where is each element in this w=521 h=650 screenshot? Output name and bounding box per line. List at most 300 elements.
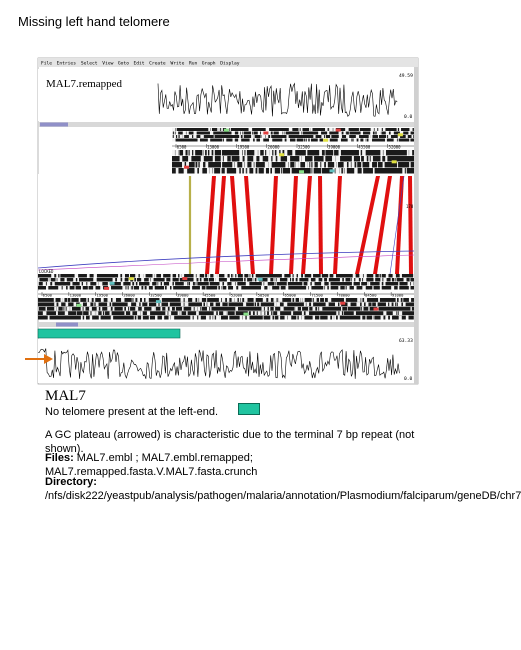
- feature-block: [383, 278, 386, 282]
- feature-block: [56, 274, 58, 278]
- feature-block: [101, 298, 104, 302]
- feature-block: [129, 286, 131, 290]
- feature-block: [238, 132, 240, 135]
- feature-block: [198, 316, 201, 320]
- feature-block: [403, 302, 406, 306]
- feature-block: [228, 316, 229, 320]
- feature-block: [151, 307, 154, 311]
- feature-block: [164, 286, 165, 290]
- feature-block: [370, 135, 372, 138]
- feature-block: [180, 311, 181, 315]
- feature-block: [402, 168, 404, 174]
- feature-block: [323, 286, 324, 290]
- feature-block: [142, 298, 144, 302]
- feature-block: [319, 150, 322, 156]
- feature-block: [272, 168, 275, 174]
- feature-block: [318, 139, 320, 142]
- feature-block: [268, 278, 271, 282]
- feature-block: [230, 274, 231, 278]
- feature-block: [294, 278, 296, 282]
- feature-block: [199, 298, 202, 302]
- feature-block: [217, 286, 218, 290]
- feature-block: [213, 302, 215, 306]
- menu-item[interactable]: Graph: [201, 61, 216, 67]
- feature-block: [254, 135, 255, 138]
- feature-block: [43, 311, 47, 315]
- feature-block: [326, 302, 329, 306]
- feature-block: [94, 298, 96, 302]
- feature-block: [310, 162, 311, 168]
- feature-box: [329, 169, 334, 172]
- feature-block: [335, 168, 339, 174]
- feature-block: [58, 286, 61, 290]
- feature-block: [65, 278, 67, 282]
- feature-block: [294, 162, 295, 168]
- feature-block: [291, 311, 293, 315]
- ruler-tick-label: 32500: [150, 292, 162, 298]
- ruler-tick-label: 6500: [176, 144, 187, 150]
- feature-box: [258, 278, 263, 281]
- feature-block: [250, 274, 252, 278]
- feature-block: [364, 274, 367, 278]
- feature-block: [176, 168, 179, 174]
- feature-block: [97, 311, 99, 315]
- feature-block: [216, 316, 219, 320]
- feature-block: [344, 298, 346, 302]
- feature-block: [239, 156, 242, 162]
- feature-block: [217, 274, 219, 278]
- directory-value: /nfs/disk222/yeastpub/analysis/pathogen/malaria/annotation/Plasmodium/falciparum/geneDB/chr7: [45, 489, 521, 502]
- feature-block: [266, 135, 269, 138]
- feature-block: [136, 316, 137, 320]
- feature-block: [227, 278, 230, 282]
- feature-block: [194, 278, 197, 282]
- feature-block: [96, 282, 98, 286]
- feature-block: [368, 307, 369, 311]
- ruler-tick-label: 13000: [207, 144, 220, 150]
- feature-block: [75, 286, 76, 290]
- feature-block: [270, 316, 272, 320]
- feature-block: [224, 156, 227, 162]
- feature-block: [184, 168, 187, 174]
- feature-block: [227, 298, 229, 302]
- feature-block: [274, 316, 275, 320]
- feature-block: [100, 286, 103, 290]
- feature-block: [221, 128, 223, 131]
- feature-box: [336, 129, 341, 132]
- feature-block: [266, 150, 269, 156]
- feature-block: [170, 278, 172, 282]
- feature-block: [308, 307, 309, 311]
- feature-block: [196, 311, 199, 315]
- feature-block: [211, 128, 212, 131]
- feature-block: [354, 168, 357, 174]
- feature-block: [359, 150, 361, 156]
- feature-block: [335, 156, 337, 162]
- top-graph-min: 0.0: [404, 115, 413, 120]
- feature-block: [325, 128, 328, 131]
- feature-block: [310, 139, 311, 142]
- feature-block: [386, 302, 388, 306]
- feature-block: [274, 307, 275, 311]
- feature-block: [93, 286, 95, 290]
- feature-block: [261, 132, 264, 135]
- feature-block: [411, 282, 414, 286]
- feature-block: [134, 282, 136, 286]
- feature-block: [318, 132, 321, 135]
- feature-block: [182, 274, 184, 278]
- feature-block: [340, 278, 342, 282]
- feature-box: [156, 300, 161, 303]
- feature-block: [245, 162, 248, 168]
- feature-block: [362, 168, 363, 174]
- menu-item[interactable]: Entries: [56, 61, 76, 67]
- feature-block: [362, 302, 364, 306]
- feature-block: [339, 132, 342, 135]
- feature-block: [373, 274, 375, 278]
- feature-block: [178, 311, 180, 315]
- menu-item[interactable]: Run: [189, 61, 198, 67]
- feature-block: [213, 156, 215, 162]
- menu-item[interactable]: Select: [80, 61, 98, 67]
- feature-block: [321, 162, 324, 168]
- feature-block: [184, 282, 186, 286]
- feature-block: [313, 307, 316, 311]
- feature-block: [383, 282, 385, 286]
- feature-block: [269, 311, 271, 315]
- feature-block: [338, 316, 340, 320]
- feature-block: [123, 307, 125, 311]
- feature-block: [240, 316, 243, 320]
- feature-block: [291, 278, 292, 282]
- ruler-tick-label: 32500: [297, 144, 310, 150]
- feature-block: [399, 311, 402, 315]
- feature-block: [259, 156, 262, 162]
- feature-block: [52, 282, 55, 286]
- feature-block: [107, 302, 109, 306]
- right-scrollbar: [414, 67, 418, 384]
- ruler-tick-label: 26000: [123, 292, 135, 298]
- feature-block: [311, 168, 312, 174]
- feature-block: [358, 139, 360, 142]
- files-label: Files:: [45, 452, 74, 464]
- feature-block: [172, 135, 173, 138]
- feature-block: [309, 128, 311, 131]
- feature-block: [301, 307, 302, 311]
- feature-block: [104, 311, 105, 315]
- feature-block: [174, 282, 175, 286]
- feature-block: [124, 311, 126, 315]
- feature-block: [176, 128, 177, 131]
- feature-block: [313, 316, 315, 320]
- feature-block: [378, 135, 379, 138]
- feature-block: [286, 139, 289, 142]
- feature-block: [261, 307, 263, 311]
- feature-block: [381, 274, 382, 278]
- feature-block: [38, 307, 39, 311]
- feature-block: [268, 162, 271, 168]
- feature-block: [345, 132, 346, 135]
- menu-item[interactable]: Goto: [117, 61, 129, 67]
- feature-box: [373, 308, 378, 311]
- feature-block: [204, 150, 205, 156]
- feature-block: [325, 150, 326, 156]
- feature-block: [233, 274, 234, 278]
- feature-block: [353, 274, 356, 278]
- feature-block: [70, 282, 72, 286]
- feature-block: [380, 278, 382, 282]
- feature-block: [333, 274, 336, 278]
- feature-block: [277, 278, 280, 282]
- feature-block: [234, 162, 237, 168]
- menu-item[interactable]: Display: [220, 61, 240, 67]
- side-value: 178: [406, 204, 414, 209]
- feature-block: [302, 282, 303, 286]
- feature-block: [356, 302, 360, 306]
- feature-block: [267, 286, 269, 290]
- feature-block: [232, 298, 235, 302]
- ruler-tick-label: 45500: [358, 144, 371, 150]
- feature-block: [319, 298, 320, 302]
- feature-block: [299, 298, 301, 302]
- feature-block: [241, 132, 243, 135]
- feature-block: [73, 278, 76, 282]
- feature-block: [398, 286, 400, 290]
- feature-block: [136, 278, 137, 282]
- feature-block: [113, 278, 116, 282]
- feature-block: [241, 168, 243, 174]
- feature-block: [333, 128, 336, 131]
- feature-block: [354, 286, 357, 290]
- feature-block: [282, 168, 283, 174]
- menu-item[interactable]: File: [41, 61, 53, 67]
- feature-block: [301, 128, 303, 131]
- ruler-tick-label: 6500: [42, 292, 52, 298]
- feature-block: [207, 150, 208, 156]
- feature-block: [224, 139, 226, 142]
- feature-block: [172, 150, 175, 156]
- feature-block: [249, 128, 253, 131]
- feature-block: [361, 298, 362, 302]
- feature-block: [301, 298, 302, 302]
- feature-block: [346, 135, 349, 138]
- feature-block: [235, 311, 236, 315]
- feature-block: [232, 139, 234, 142]
- feature-block: [365, 316, 366, 320]
- menu-item[interactable]: Edit: [133, 61, 145, 67]
- files-value: MAL7.embl ; MAL7.embl.remapped; MAL7.remapped.fasta.V.MAL7.fasta.crunch: [45, 452, 258, 478]
- feature-block: [239, 298, 240, 302]
- feature-block: [294, 274, 297, 278]
- feature-block: [282, 274, 284, 278]
- feature-block: [385, 156, 387, 162]
- feature-block: [377, 162, 378, 168]
- menu-item[interactable]: Write: [170, 61, 185, 67]
- feature-block: [172, 139, 176, 142]
- feature-block: [394, 139, 397, 142]
- feature-block: [252, 278, 253, 282]
- feature-block: [319, 307, 322, 311]
- feature-block: [59, 274, 60, 278]
- feature-block: [251, 132, 252, 135]
- feature-block: [131, 286, 132, 290]
- feature-block: [219, 128, 220, 131]
- feature-block: [304, 302, 306, 306]
- feature-block: [344, 168, 346, 174]
- feature-block: [255, 139, 257, 142]
- feature-block: [253, 168, 255, 174]
- feature-block: [220, 316, 221, 320]
- feature-block: [393, 274, 396, 278]
- feature-block: [325, 135, 326, 138]
- feature-block: [276, 150, 279, 156]
- feature-block: [371, 128, 374, 131]
- ruler-tick-label: 39000: [328, 144, 341, 150]
- menu-item[interactable]: View: [102, 61, 114, 67]
- feature-block: [371, 156, 373, 162]
- feature-block: [410, 307, 411, 311]
- feature-box: [279, 153, 284, 156]
- feature-block: [99, 316, 101, 320]
- feature-block: [265, 162, 268, 168]
- feature-block: [46, 307, 47, 311]
- feature-block: [239, 135, 241, 138]
- feature-block: [100, 307, 102, 311]
- feature-block: [172, 286, 174, 290]
- feature-block: [154, 274, 156, 278]
- feature-block: [306, 150, 308, 156]
- feature-block: [262, 282, 264, 286]
- feature-block: [260, 139, 263, 142]
- feature-block: [291, 274, 293, 278]
- feature-block: [361, 307, 362, 311]
- feature-block: [243, 278, 244, 282]
- feature-block: [287, 282, 288, 286]
- feature-block: [279, 286, 280, 290]
- feature-block: [172, 132, 173, 135]
- feature-block: [168, 311, 171, 315]
- feature-block: [238, 286, 241, 290]
- feature-block: [76, 311, 77, 315]
- feature-block: [280, 307, 283, 311]
- bottom-scrollbar: [38, 322, 414, 327]
- feature-block: [190, 282, 193, 286]
- feature-block: [84, 307, 86, 311]
- files-block: [45, 452, 405, 479]
- feature-block: [43, 282, 46, 286]
- feature-block: [220, 302, 222, 306]
- feature-block: [397, 128, 398, 131]
- feature-block: [244, 298, 247, 302]
- feature-block: [190, 286, 192, 290]
- ruler-tick-label: 45500: [203, 292, 216, 298]
- feature-block: [180, 156, 183, 162]
- feature-block: [407, 150, 409, 156]
- feature-block: [283, 132, 284, 135]
- feature-block: [413, 274, 414, 278]
- feature-block: [188, 150, 189, 156]
- feature-block: [130, 311, 132, 315]
- feature-block: [170, 274, 172, 278]
- feature-block: [330, 128, 333, 131]
- feature-block: [208, 278, 209, 282]
- feature-block: [284, 132, 285, 135]
- feature-block: [222, 298, 225, 302]
- feature-block: [305, 139, 306, 142]
- feature-block: [315, 278, 318, 282]
- feature-block: [321, 135, 324, 138]
- feature-block: [396, 298, 397, 302]
- feature-block: [195, 282, 196, 286]
- feature-block: [134, 316, 135, 320]
- ruler-tick-label: 65000: [284, 292, 296, 298]
- feature-block: [190, 316, 192, 320]
- feature-block: [143, 274, 145, 278]
- feature-block: [70, 298, 71, 302]
- feature-block: [307, 162, 309, 168]
- feature-block: [183, 135, 184, 138]
- feature-block: [406, 135, 408, 138]
- feature-box: [184, 166, 189, 169]
- locked-label: LOCKED: [39, 269, 54, 274]
- feature-block: [359, 128, 360, 131]
- feature-block: [107, 298, 111, 302]
- feature-block: [362, 307, 363, 311]
- feature-block: [54, 307, 56, 311]
- feature-block: [174, 135, 176, 138]
- feature-block: [324, 156, 326, 162]
- feature-block: [87, 302, 91, 306]
- feature-block: [306, 302, 309, 306]
- caption-heading: MAL7: [45, 388, 86, 404]
- feature-block: [412, 135, 414, 138]
- feature-block: [179, 150, 180, 156]
- feature-block: [49, 278, 51, 282]
- bottom-graph-min: 0.0: [404, 377, 413, 382]
- caption-note-gc-plateau: A GC plateau (arrowed) is characteristic due to the terminal 7 bp repeat (not shown).: [45, 429, 415, 455]
- feature-block: [198, 278, 199, 282]
- feature-block: [214, 278, 216, 282]
- feature-block: [356, 162, 357, 168]
- feature-block: [181, 298, 184, 302]
- feature-block: [303, 139, 304, 142]
- feature-block: [409, 139, 410, 142]
- feature-block: [218, 311, 219, 315]
- menu-item[interactable]: Create: [149, 61, 166, 67]
- feature-block: [224, 282, 227, 286]
- feature-block: [409, 286, 411, 290]
- feature-block: [287, 278, 290, 282]
- feature-block: [245, 156, 248, 162]
- feature-block: [367, 282, 369, 286]
- feature-block: [380, 282, 382, 286]
- feature-block: [404, 278, 407, 282]
- feature-block: [280, 168, 281, 174]
- feature-block: [275, 278, 276, 282]
- feature-block: [113, 298, 116, 302]
- feature-block: [84, 316, 86, 320]
- feature-block: [243, 135, 244, 138]
- comparison-match-lines: [38, 174, 414, 274]
- feature-block: [256, 302, 257, 306]
- feature-block: [248, 274, 249, 278]
- feature-block: [170, 307, 172, 311]
- feature-block: [278, 298, 279, 302]
- feature-block: [378, 298, 380, 302]
- top-gc-graph-area: [38, 69, 414, 121]
- feature-block: [188, 282, 189, 286]
- feature-block: [330, 135, 331, 138]
